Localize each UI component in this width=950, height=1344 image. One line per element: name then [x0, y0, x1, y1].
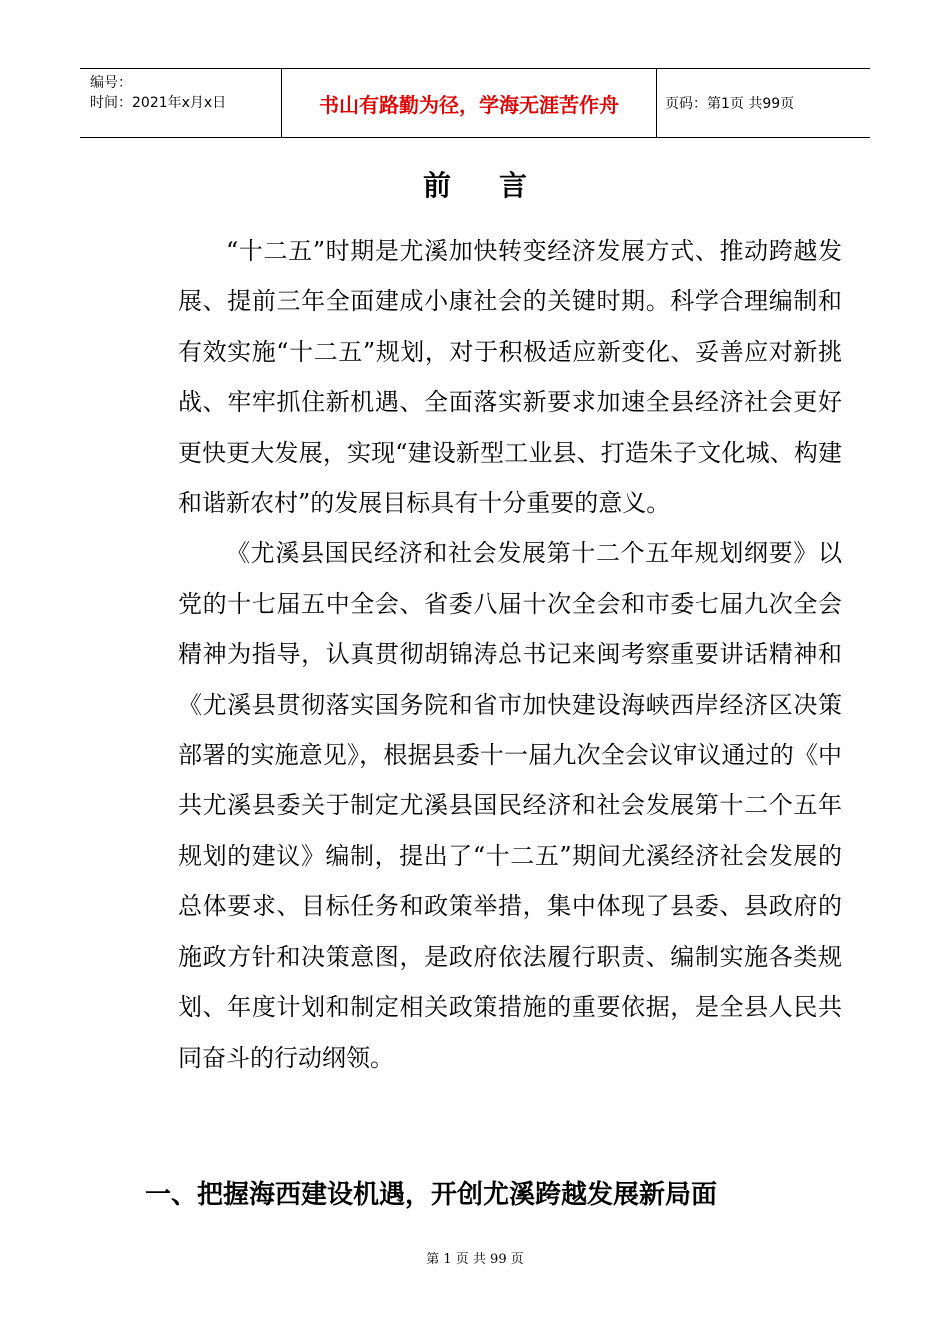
header-meta [80, 69, 282, 137]
document-title: 前言 [422, 169, 575, 202]
paragraph: 《尤溪县国民经济和社会发展第十二个五年规划纲要》以党的十七届五中全会、省委八届十次全会和市委七届九次全会精神为指导，认真贯彻胡锦涛总书记来闽考察重要讲话精神和《尤溪县贯彻落实国务院和省市加快建设海峡西岸经济区决策部署的实施意见》，根据县委十一届九次全会议审议通过的《中共尤溪县委关于制定尤溪县国民经济和社会发展第十二个五年规划的建议》编制，提出了“十二五”期间尤溪经济社会发展的总体要求、目标任务和政策举措，集中体现了县委、县政府的施政方针和决策意图，是政府依法履行职责、编制实施各类规划、年度计划和制定相关政策措施的重要依据，是全县人民共同奋斗的行动纲领。 [178, 539, 842, 1072]
page-header [80, 68, 870, 138]
paragraph: “十二五”时期是尤溪加快转变经济发展方式、推动跨越发展、提前三年全面建成小康社会的关键时期。科学合理编制和有效实施“十二五”规划，对于积极适应新变化、妥善应对新挑战、牢牢抓住新机遇、全面落实新要求加速全县经济社会更好更快更大发展，实现“建设新型工业县、打造朱子文化城、构建和谐新农村”的发展目标具有十分重要的意义。 [178, 237, 842, 518]
time-label: 时间：2021年x月x日 [90, 95, 227, 111]
section-heading: 一、把握海西建设机遇，开创尤溪跨越发展新局面 [145, 1180, 718, 1210]
header-page-label: 页码：第1页 共99页 [665, 96, 795, 112]
page-footer: 第 1 页 共 99 页 [426, 1252, 524, 1267]
header-motto: 书山有路勤为径，学海无涯苦作舟 [282, 69, 657, 137]
body-text [178, 226, 842, 1083]
serial-label: 编号： [90, 75, 132, 91]
